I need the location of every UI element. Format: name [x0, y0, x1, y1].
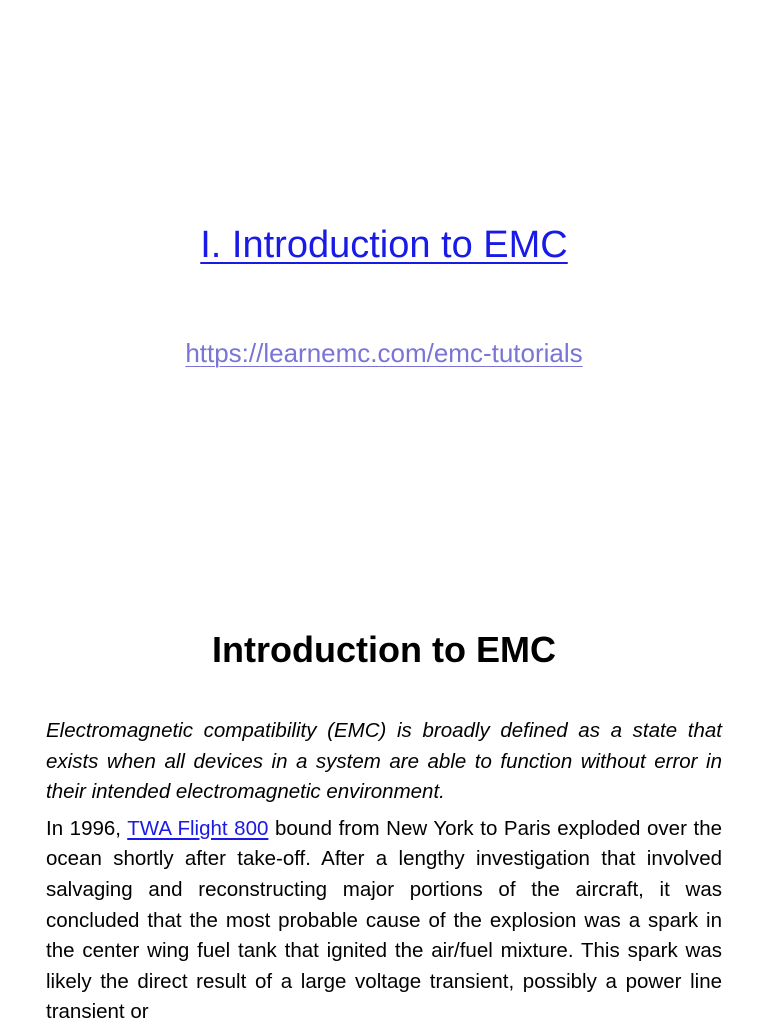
title-link[interactable]: I. Introduction to EMC — [200, 224, 568, 266]
body-text — [46, 716, 722, 1024]
paragraph-body: bound from New York to Paris exploded over the ocean shortly after take-off. After a lengthy investigation that involved salvaging and reconstructing major portions of the aircraft, it was concluded that the most probable cause of the explosion was a spark in the center wing fuel tank that ignited the air/fuel mixture. This spark was likely the direct result of a large voltage transient, possibly a power line transient or — [46, 816, 722, 1024]
content-slide — [0, 576, 768, 1024]
twa-paragraph — [46, 814, 722, 1024]
twa-flight-800-link[interactable]: TWA Flight 800 — [127, 816, 269, 840]
emc-definition: Electromagnetic compatibility (EMC) is broadly defined as a state that exists when all devices in a system are able to function without error in their intended electromagnetic environment. — [46, 719, 722, 804]
tutorials-url-link[interactable]: https://learnemc.com/emc-tutorials — [185, 338, 583, 368]
paragraph-prefix: In 1996, — [46, 816, 128, 840]
section-heading: Introduction to EMC — [212, 629, 556, 670]
